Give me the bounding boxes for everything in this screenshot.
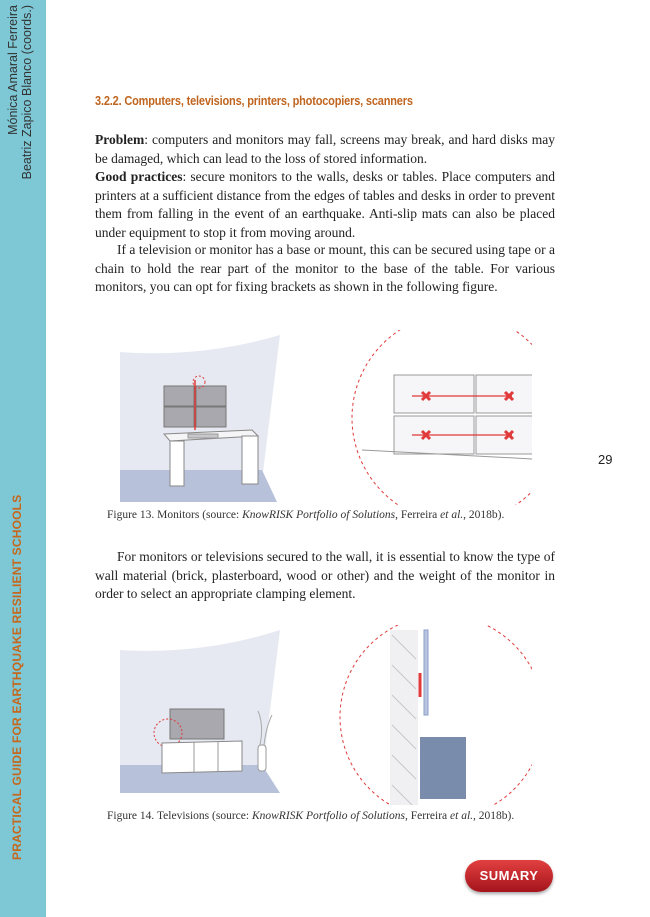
problem-label: Problem xyxy=(95,132,145,147)
figure-14-illustration xyxy=(112,625,532,805)
section-heading: 3.2.2. Computers, televisions, printers, photocopiers, scanners xyxy=(95,94,413,108)
sumary-button[interactable]: SUMARY xyxy=(465,860,553,892)
fig13-middle: , Ferreira xyxy=(395,509,441,521)
fig14-middle: , Ferreira xyxy=(404,810,451,822)
guide-title: PRACTICAL GUIDE FOR EARTHQUAKE RESILIENT SCHOOLS xyxy=(10,494,24,860)
fig14-etal: et al. xyxy=(450,810,474,822)
fig13-suffix: , 2018b). xyxy=(463,509,505,521)
authors-line-1: Mónica Amaral Ferreira xyxy=(6,5,20,135)
fig13-prefix: Figure 13. Monitors (source: xyxy=(107,509,243,521)
problem-text: : computers and monitors may fall, screens may break, and hard disks may be damaged, which can lead to the loss of stored information. xyxy=(95,132,555,166)
authors-line-2: Beatriz Zapico Blanco (coords.) xyxy=(20,5,34,180)
good-practices-paragraph xyxy=(95,168,555,242)
figure-14-caption xyxy=(107,810,514,822)
figure-13-caption xyxy=(107,509,504,521)
wall-material-paragraph: For monitors or televisions secured to the wall, it is essential to know the type of wall material (brick, plasterboard, wood or other) and the weight of the monitor in order to select an appropriate clamping element. xyxy=(95,549,555,601)
fig13-etal: et al. xyxy=(440,509,464,521)
fig13-source: KnowRISK Portfolio of Solutions xyxy=(242,509,396,521)
problem-paragraph xyxy=(95,131,555,168)
good-practices-text: : secure monitors to the walls, desks or tables. Place computers and printers at a sufficient distance from the edges of tables and desks in order to prevent them from falling in the event of an earthquake. Anti-slip mats can also be placed under equipment to stop it from moving around. xyxy=(95,169,555,240)
authors xyxy=(6,5,34,215)
fig14-suffix: , 2018b). xyxy=(473,810,515,822)
good-practices-label: Good practices xyxy=(95,169,183,184)
figure-13-illustration xyxy=(112,330,532,505)
page-number: 29 xyxy=(598,452,613,467)
fig14-source: KnowRISK Portfolio of Solutions xyxy=(251,810,405,822)
fig14-prefix: Figure 14. Televisions (source: xyxy=(107,810,252,822)
mount-paragraph: If a television or monitor has a base or mount, this can be secured using tape or a chain to hold the rear part of the monitor to the base of the table. For various monitors, you can opt for fixing brackets as shown in the following figure. xyxy=(95,242,555,294)
